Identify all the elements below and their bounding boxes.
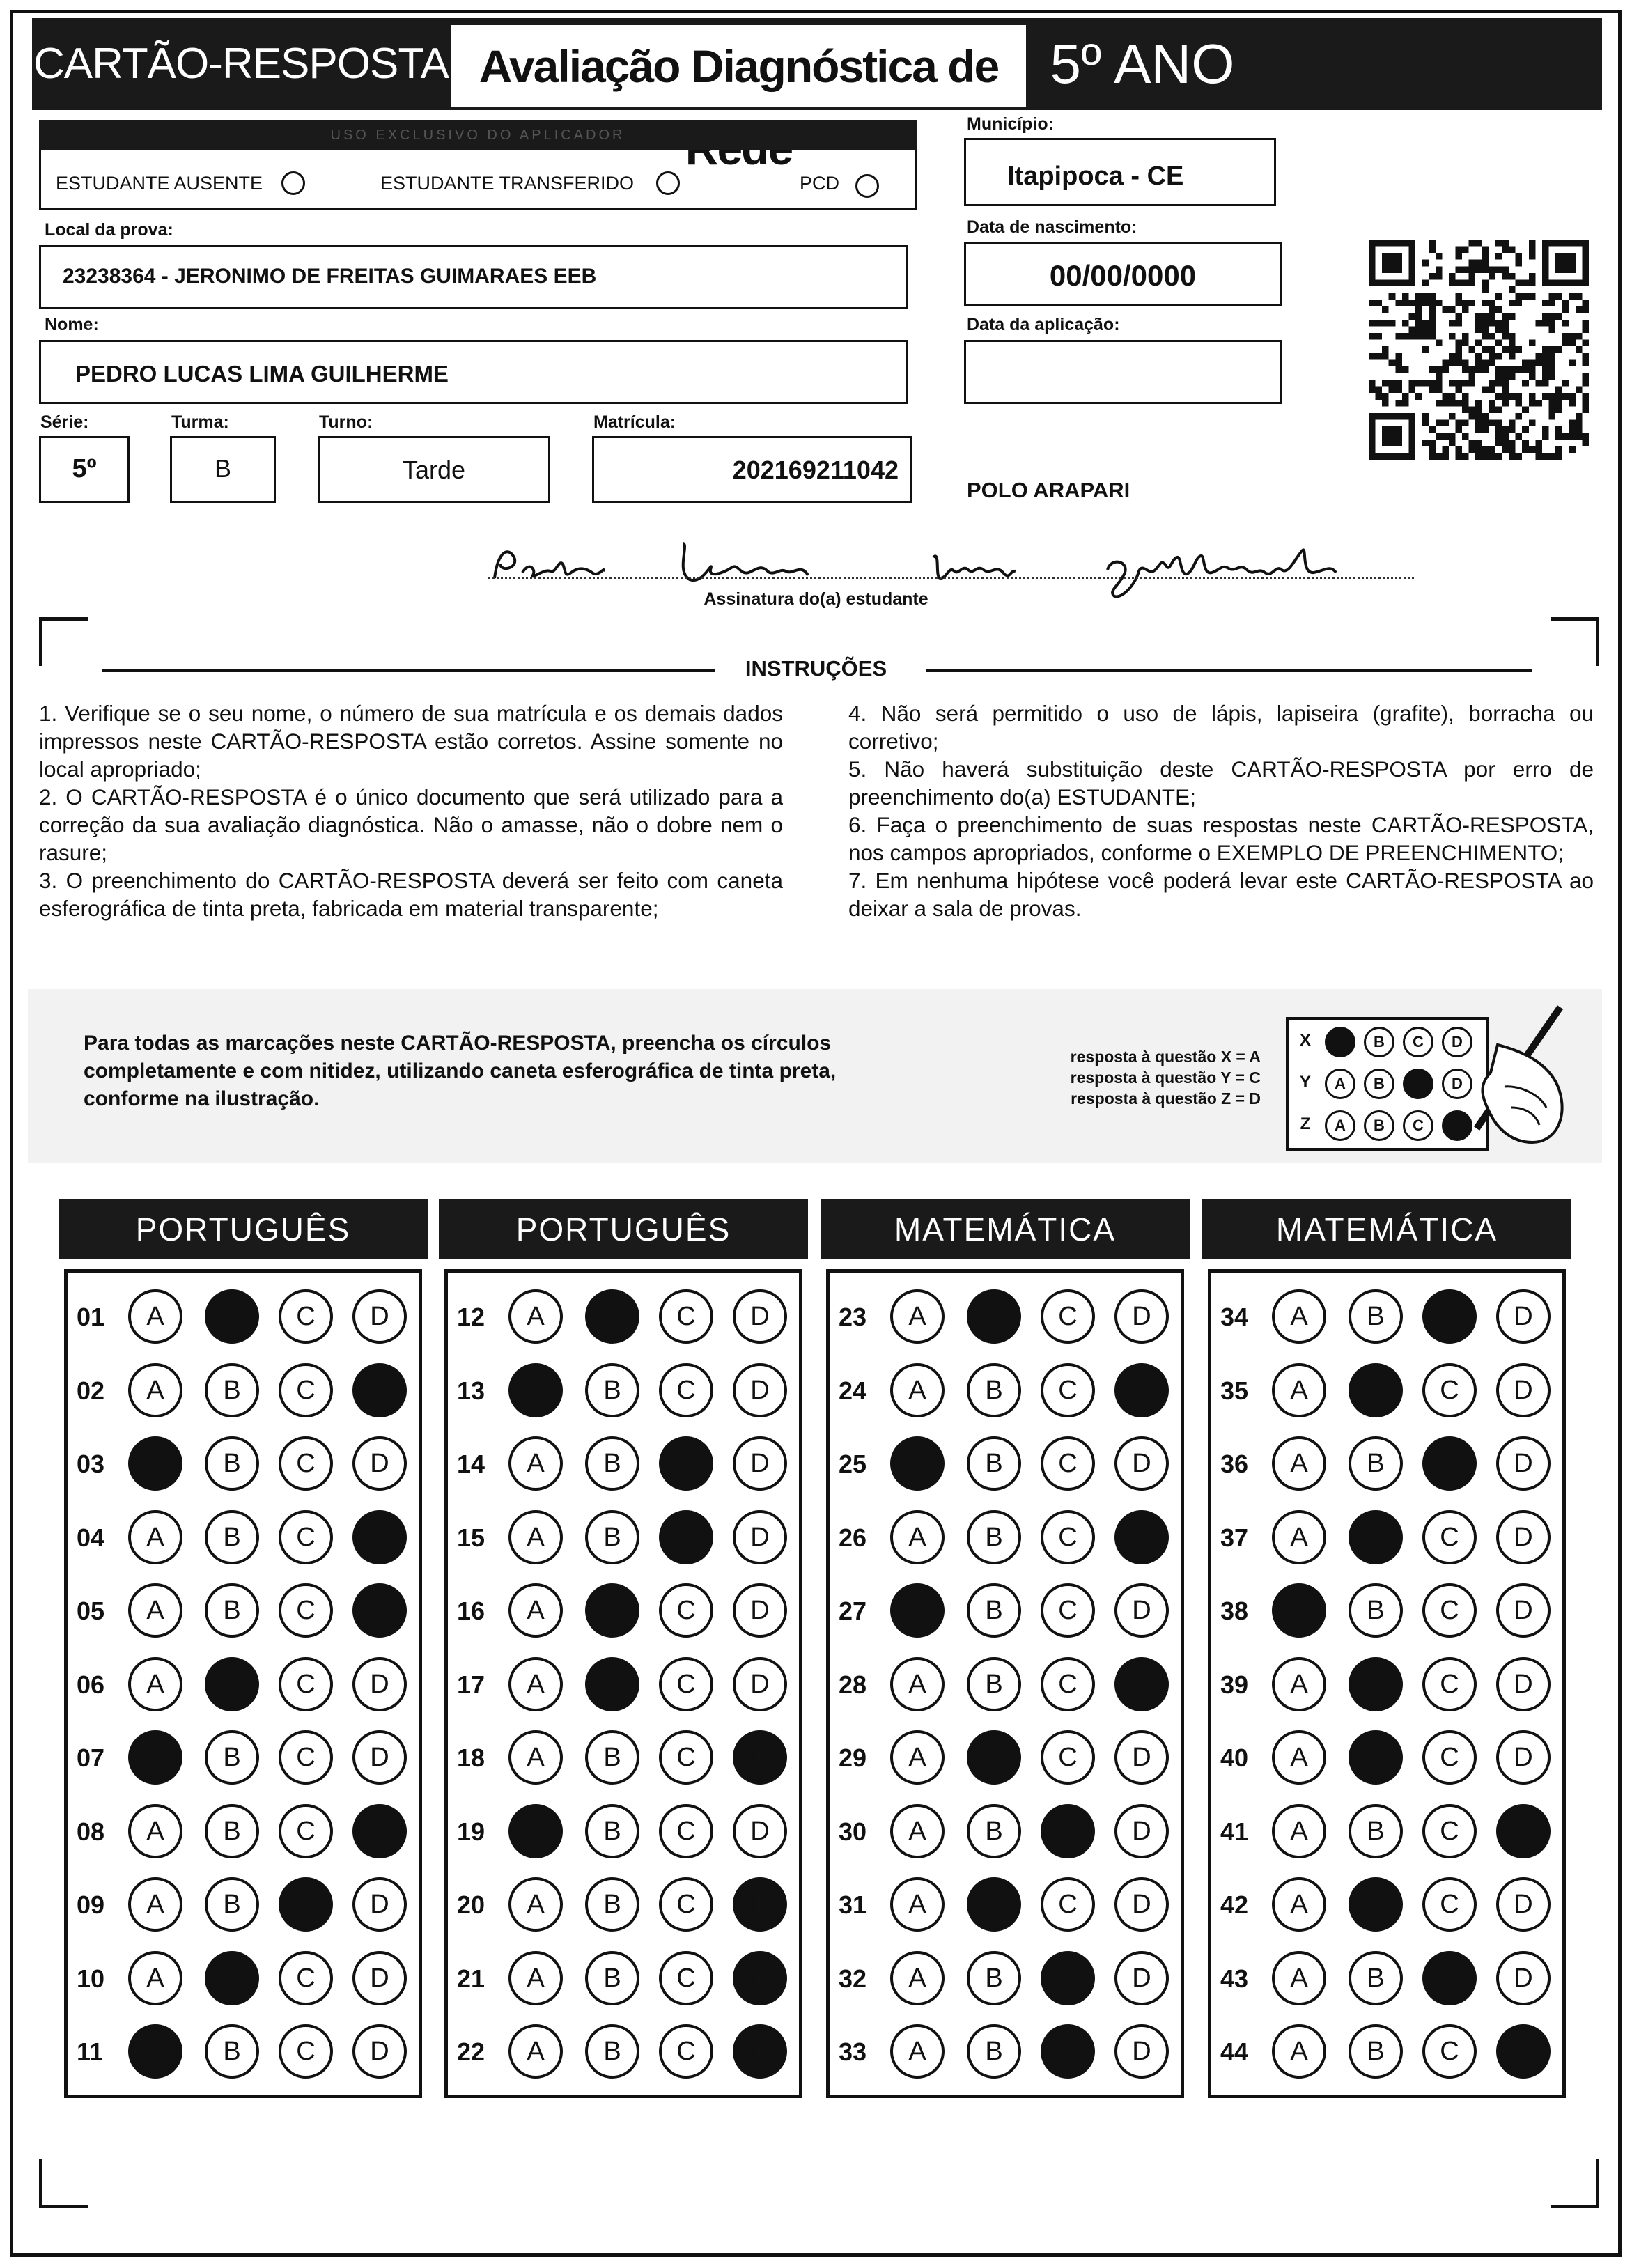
answer-bubble-d[interactable]: D: [1114, 1363, 1169, 1418]
answer-bubble-a[interactable]: A: [508, 1510, 563, 1564]
serie-label: Série:: [40, 412, 89, 432]
answer-bubble-d[interactable]: D: [1496, 1657, 1551, 1711]
answer-bubble-b[interactable]: B: [967, 1289, 1021, 1344]
example-answer-z: resposta à questão Z = D: [1071, 1089, 1261, 1108]
answer-bubble-a[interactable]: A: [508, 1804, 563, 1858]
question-number: 37: [1220, 1523, 1249, 1552]
answer-bubble-d[interactable]: D: [1496, 1804, 1551, 1858]
question-number: 16: [457, 1597, 485, 1625]
answer-bubble-a[interactable]: A: [508, 1877, 563, 1932]
answer-bubble-a[interactable]: A: [890, 1289, 945, 1344]
answer-bubble-d[interactable]: D: [352, 1657, 407, 1711]
answer-bubble-b[interactable]: B: [205, 1583, 259, 1638]
column-header: PORTUGUÊS: [59, 1199, 428, 1259]
answer-bubble-d[interactable]: D: [352, 1289, 407, 1344]
answer-bubble-c[interactable]: C: [1422, 1363, 1477, 1418]
answer-bubble-a[interactable]: A: [128, 1510, 182, 1564]
answer-bubble-d[interactable]: D: [1114, 1510, 1169, 1564]
answer-bubble-b[interactable]: B: [585, 1951, 639, 2005]
question-number: 15: [457, 1523, 485, 1552]
answer-bubble-c[interactable]: C: [279, 1583, 333, 1638]
answer-bubble-c[interactable]: C: [1041, 1363, 1095, 1418]
answer-bubble-b[interactable]: B: [967, 1804, 1021, 1858]
answer-bubble-b[interactable]: B: [1349, 1583, 1403, 1638]
answer-bubble-d[interactable]: D: [733, 1363, 787, 1418]
answer-bubble-a[interactable]: A: [508, 1363, 563, 1418]
pcd-label: PCD: [800, 173, 840, 194]
pcd-checkbox[interactable]: [855, 174, 879, 198]
question-number: 02: [77, 1376, 105, 1405]
answer-bubble-c[interactable]: C: [1041, 1951, 1095, 2005]
answer-bubble-d[interactable]: D: [1496, 1877, 1551, 1932]
example-bubble-c: C: [1403, 1069, 1433, 1099]
answer-bubble-d[interactable]: D: [1496, 1730, 1551, 1785]
answer-bubble-d[interactable]: D: [352, 1583, 407, 1638]
signature-caption: Assinatura do(a) estudante: [704, 589, 928, 609]
answer-bubble-b[interactable]: B: [967, 2024, 1021, 2079]
answer-bubble-d[interactable]: D: [352, 1804, 407, 1858]
answer-bubble-c[interactable]: C: [279, 1436, 333, 1491]
question-number: 26: [839, 1523, 867, 1552]
answer-bubble-c[interactable]: C: [659, 1877, 713, 1932]
example-bubble-d: D: [1442, 1110, 1472, 1141]
answer-bubble-d[interactable]: D: [1496, 2024, 1551, 2079]
example-bubble-c: C: [1403, 1027, 1433, 1057]
example-bubble-b: B: [1364, 1069, 1394, 1099]
municipio-value: Itapipoca - CE: [1007, 162, 1184, 191]
answer-bubble-a[interactable]: A: [128, 1363, 182, 1418]
answer-bubble-a[interactable]: A: [890, 1510, 945, 1564]
answer-bubble-a[interactable]: A: [128, 1730, 182, 1785]
answer-bubble-d[interactable]: D: [733, 1510, 787, 1564]
answer-bubble-c[interactable]: C: [279, 1951, 333, 2005]
answer-bubble-c[interactable]: C: [659, 1583, 713, 1638]
answer-bubble-c[interactable]: C: [1422, 1804, 1477, 1858]
question-number: 04: [77, 1523, 105, 1552]
answer-bubble-b[interactable]: B: [585, 1730, 639, 1785]
answer-bubble-a[interactable]: A: [1272, 1657, 1326, 1711]
answer-bubble-a[interactable]: A: [890, 1951, 945, 2005]
instructions-right: [848, 699, 1594, 922]
answer-bubble-c[interactable]: C: [659, 1436, 713, 1491]
question-number: 13: [457, 1376, 485, 1405]
answer-bubble-a[interactable]: A: [890, 1730, 945, 1785]
answer-bubble-b[interactable]: B: [205, 1363, 259, 1418]
answer-bubble-c[interactable]: C: [659, 1363, 713, 1418]
answer-bubble-d[interactable]: D: [1496, 1436, 1551, 1491]
question-number: 09: [77, 1890, 105, 1919]
answer-bubble-c[interactable]: C: [279, 1363, 333, 1418]
question-number: 19: [457, 1817, 485, 1846]
answer-bubble-b[interactable]: B: [585, 1583, 639, 1638]
answer-bubble-d[interactable]: D: [1114, 1583, 1169, 1638]
answer-bubble-d[interactable]: D: [733, 1583, 787, 1638]
answer-bubble-c[interactable]: C: [1422, 1510, 1477, 1564]
question-number: 17: [457, 1670, 485, 1699]
answer-bubble-b[interactable]: B: [1349, 1804, 1403, 1858]
answer-bubble-c[interactable]: C: [1041, 1657, 1095, 1711]
answer-bubble-d[interactable]: D: [733, 1657, 787, 1711]
answer-bubble-b[interactable]: B: [967, 1583, 1021, 1638]
answer-bubble-c[interactable]: C: [1041, 1289, 1095, 1344]
nome-value: PEDRO LUCAS LIMA GUILHERME: [75, 361, 449, 387]
nascimento-value: 00/00/0000: [1049, 259, 1197, 292]
answer-bubble-a[interactable]: A: [1272, 1804, 1326, 1858]
answer-bubble-d[interactable]: D: [352, 1510, 407, 1564]
answer-bubble-b[interactable]: B: [205, 1951, 259, 2005]
answer-bubble-b[interactable]: B: [967, 1657, 1021, 1711]
answer-bubble-a[interactable]: A: [1272, 1730, 1326, 1785]
question-number: 34: [1220, 1303, 1249, 1331]
nome-label: Nome:: [45, 315, 99, 334]
turno-label: Turno:: [319, 412, 373, 432]
answer-bubble-a[interactable]: A: [890, 1583, 945, 1638]
answer-bubble-d[interactable]: D: [1114, 1436, 1169, 1491]
answer-bubble-c[interactable]: C: [279, 1510, 333, 1564]
answer-bubble-c[interactable]: C: [1041, 1436, 1095, 1491]
question-number: 08: [77, 1817, 105, 1846]
question-number: 36: [1220, 1450, 1249, 1478]
example-bubble-b: B: [1364, 1027, 1394, 1057]
answer-bubble-c[interactable]: C: [659, 1657, 713, 1711]
answer-bubble-b[interactable]: B: [1349, 1951, 1403, 2005]
answer-bubble-a[interactable]: A: [1272, 1951, 1326, 2005]
answer-bubble-d[interactable]: D: [352, 1730, 407, 1785]
answer-bubble-a[interactable]: A: [508, 1436, 563, 1491]
matricula-label: Matrícula:: [593, 412, 676, 432]
answer-bubble-c[interactable]: C: [1422, 1657, 1477, 1711]
answer-bubble-d[interactable]: D: [1114, 2024, 1169, 2079]
answer-bubble-b[interactable]: B: [967, 1951, 1021, 2005]
answer-bubble-d[interactable]: D: [1114, 1657, 1169, 1711]
question-number: 32: [839, 1964, 867, 1993]
answer-bubble-a[interactable]: A: [128, 1436, 182, 1491]
question-number: 39: [1220, 1670, 1249, 1699]
answer-bubble-b[interactable]: B: [205, 1804, 259, 1858]
example-row-label: X: [1299, 1031, 1311, 1050]
answer-bubble-b[interactable]: B: [205, 1877, 259, 1932]
answer-bubble-a[interactable]: A: [128, 2024, 182, 2079]
answer-bubble-a[interactable]: A: [1272, 1436, 1326, 1491]
answer-bubble-b[interactable]: B: [1349, 1730, 1403, 1785]
qr-code: [1368, 240, 1590, 460]
instruction-1: 1. Verifique se o seu nome, o número de sua matrícula e os demais dados impressos neste CARTÃO-RESPOSTA estão corretos. Assine somente no local apropriado;: [39, 701, 783, 782]
answer-bubble-b[interactable]: B: [205, 2024, 259, 2079]
answer-bubble-a[interactable]: A: [128, 1289, 182, 1344]
question-number: 38: [1220, 1597, 1249, 1625]
answer-bubble-a[interactable]: A: [890, 1877, 945, 1932]
example-answer-x: resposta à questão X = A: [1070, 1048, 1261, 1066]
example-answer-y: resposta à questão Y = C: [1070, 1069, 1261, 1087]
answer-bubble-a[interactable]: A: [508, 1730, 563, 1785]
answer-bubble-c[interactable]: C: [279, 1657, 333, 1711]
aplicacao-box: [964, 340, 1282, 404]
question-number: 42: [1220, 1890, 1249, 1919]
local-label: Local da prova:: [45, 220, 173, 240]
answer-bubble-c[interactable]: C: [659, 1510, 713, 1564]
question-number: 05: [77, 1597, 105, 1625]
column-header: PORTUGUÊS: [439, 1199, 808, 1259]
example-answers: [989, 1046, 1261, 1109]
question-number: 12: [457, 1303, 485, 1331]
question-number: 01: [77, 1303, 105, 1331]
answer-bubble-b[interactable]: B: [1349, 1510, 1403, 1564]
answer-bubble-b[interactable]: B: [205, 1657, 259, 1711]
grade-label: 5º ANO: [1050, 33, 1235, 95]
instruction-5: 5. Não haverá substituição deste CARTÃO-RESPOSTA por erro de preenchimento do(a) ESTUDANTE;: [848, 756, 1594, 809]
answer-bubble-d[interactable]: D: [352, 1363, 407, 1418]
serie-value: 5º: [72, 454, 97, 483]
answer-bubble-a[interactable]: A: [508, 1583, 563, 1638]
exam-name: Avaliação Diagnóstica de: [451, 25, 1026, 107]
example-bubble-a: A: [1325, 1069, 1355, 1099]
answer-bubble-c[interactable]: C: [279, 1877, 333, 1932]
answer-bubble-a[interactable]: A: [128, 1657, 182, 1711]
question-number: 41: [1220, 1817, 1249, 1846]
answer-bubble-b[interactable]: B: [585, 1657, 639, 1711]
answer-bubble-c[interactable]: C: [279, 1289, 333, 1344]
example-bubble-a: A: [1325, 1027, 1355, 1057]
applicator-bar: USO EXCLUSIVO DO APLICADOR: [39, 120, 917, 150]
absent-label: ESTUDANTE AUSENTE: [56, 173, 263, 194]
transferred-checkbox[interactable]: [656, 171, 680, 195]
question-number: 25: [839, 1450, 867, 1478]
answer-bubble-c[interactable]: C: [1422, 2024, 1477, 2079]
answer-bubble-c[interactable]: C: [279, 2024, 333, 2079]
question-number: 40: [1220, 1743, 1249, 1772]
question-number: 35: [1220, 1376, 1249, 1405]
answer-bubble-b[interactable]: B: [585, 1289, 639, 1344]
answer-bubble-c[interactable]: C: [659, 1289, 713, 1344]
polo-text: POLO ARAPARI: [967, 478, 1130, 502]
answer-bubble-d[interactable]: D: [1496, 1510, 1551, 1564]
municipio-label: Município:: [967, 114, 1054, 134]
answer-bubble-b[interactable]: B: [1349, 1657, 1403, 1711]
answer-bubble-d[interactable]: D: [733, 2024, 787, 2079]
answer-bubble-b[interactable]: B: [1349, 1877, 1403, 1932]
corner-mark-br: [1551, 2159, 1599, 2208]
question-number: 07: [77, 1743, 105, 1772]
answer-bubble-d[interactable]: D: [733, 1804, 787, 1858]
corner-mark-bl: [39, 2159, 88, 2208]
answer-bubble-d[interactable]: D: [1496, 1583, 1551, 1638]
answer-bubble-b[interactable]: B: [205, 1436, 259, 1491]
example-bubble-c: C: [1403, 1110, 1433, 1141]
answer-bubble-c[interactable]: C: [1041, 1877, 1095, 1932]
answer-bubble-a[interactable]: A: [1272, 1510, 1326, 1564]
question-number: 11: [77, 2037, 104, 2066]
answer-bubble-a[interactable]: A: [508, 1951, 563, 2005]
answer-bubble-d[interactable]: D: [352, 1877, 407, 1932]
answer-bubble-a[interactable]: A: [508, 2024, 563, 2079]
answer-bubble-c[interactable]: C: [1041, 2024, 1095, 2079]
answer-bubble-b[interactable]: B: [205, 1730, 259, 1785]
answer-bubble-a[interactable]: A: [128, 1877, 182, 1932]
answer-bubble-a[interactable]: A: [890, 1363, 945, 1418]
answer-bubble-a[interactable]: A: [508, 1657, 563, 1711]
question-number: 30: [839, 1817, 867, 1846]
hand-pen-illustration: [1449, 1003, 1588, 1156]
answer-bubble-a[interactable]: A: [508, 1289, 563, 1344]
answer-bubble-c[interactable]: C: [1422, 1289, 1477, 1344]
answer-bubble-c[interactable]: C: [1041, 1510, 1095, 1564]
answer-bubble-b[interactable]: B: [205, 1510, 259, 1564]
answer-bubble-b[interactable]: B: [1349, 1363, 1403, 1418]
answer-bubble-c[interactable]: C: [1422, 1730, 1477, 1785]
instruction-7: 7. Em nenhuma hipótese você poderá levar este CARTÃO-RESPOSTA ao deixar a sala de provas.: [848, 868, 1594, 921]
aplicacao-label: Data da aplicação:: [967, 315, 1120, 334]
answer-bubble-b[interactable]: B: [205, 1289, 259, 1344]
answer-bubble-d[interactable]: D: [733, 1730, 787, 1785]
answer-bubble-d[interactable]: D: [1114, 1951, 1169, 2005]
question-number: 23: [839, 1303, 867, 1331]
answer-bubble-d[interactable]: D: [352, 1436, 407, 1491]
answer-bubble-a[interactable]: A: [1272, 2024, 1326, 2079]
answer-bubble-d[interactable]: D: [733, 1289, 787, 1344]
answer-bubble-a[interactable]: A: [1272, 1363, 1326, 1418]
answer-bubble-d[interactable]: D: [1114, 1289, 1169, 1344]
example-row-label: Y: [1299, 1073, 1311, 1092]
transferred-label: ESTUDANTE TRANSFERIDO: [380, 173, 635, 194]
answer-bubble-c[interactable]: C: [1422, 1951, 1477, 2005]
question-number: 10: [77, 1964, 105, 1993]
signature-line: [488, 577, 1414, 579]
column-header: MATEMÁTICA: [821, 1199, 1190, 1259]
example-bubble-b: B: [1364, 1110, 1394, 1141]
column-header: MATEMÁTICA: [1202, 1199, 1571, 1259]
example-bubble-d: D: [1442, 1069, 1472, 1099]
instruction-4: 4. Não será permitido o uso de lápis, lapiseira (grafite), borracha ou corretivo;: [848, 701, 1594, 754]
answer-bubble-a[interactable]: A: [1272, 1289, 1326, 1344]
question-number: 29: [839, 1743, 867, 1772]
turma-label: Turma:: [171, 412, 229, 432]
answer-bubble-d[interactable]: D: [352, 1951, 407, 2005]
turma-value: B: [214, 454, 231, 483]
answer-bubble-c[interactable]: C: [1422, 1583, 1477, 1638]
nascimento-label: Data de nascimento:: [967, 217, 1137, 237]
answer-bubble-b[interactable]: B: [585, 1363, 639, 1418]
answer-bubble-d[interactable]: D: [733, 1436, 787, 1491]
answer-bubble-a[interactable]: A: [128, 1583, 182, 1638]
answer-bubble-c[interactable]: C: [659, 1951, 713, 2005]
question-number: 43: [1220, 1964, 1249, 1993]
answer-bubble-c[interactable]: C: [1041, 1583, 1095, 1638]
example-text: Para todas as marcações neste CARTÃO-RESPOSTA, preencha os círculos completamente e com nitidez, utilizando caneta esferográfica de tinta preta, conforme na ilustração.: [84, 1032, 837, 1110]
question-number: 21: [457, 1964, 485, 1993]
turno-value: Tarde: [402, 456, 466, 484]
answer-bubble-d[interactable]: D: [1114, 1730, 1169, 1785]
answer-bubble-c[interactable]: C: [1041, 1804, 1095, 1858]
answer-bubble-a[interactable]: A: [890, 1436, 945, 1491]
local-value: 23238364 - JERONIMO DE FREITAS GUIMARAES EEB: [63, 265, 597, 288]
question-number: 28: [839, 1670, 867, 1699]
answer-bubble-a[interactable]: A: [1272, 1877, 1326, 1932]
instructions-left: [39, 699, 783, 922]
answer-bubble-c[interactable]: C: [659, 2024, 713, 2079]
answer-bubble-d[interactable]: D: [733, 1877, 787, 1932]
answer-bubble-b[interactable]: B: [1349, 2024, 1403, 2079]
card-title: CARTÃO-RESPOSTA: [33, 40, 449, 88]
answer-bubble-b[interactable]: B: [967, 1510, 1021, 1564]
question-number: 03: [77, 1450, 105, 1478]
answer-bubble-b[interactable]: B: [967, 1363, 1021, 1418]
answer-bubble-b[interactable]: B: [585, 1436, 639, 1491]
question-number: 33: [839, 2037, 867, 2066]
matricula-value: 202169211042: [732, 456, 899, 484]
question-number: 44: [1220, 2037, 1249, 2066]
answer-bubble-b[interactable]: B: [967, 1436, 1021, 1491]
example-bubble-d: D: [1442, 1027, 1472, 1057]
question-number: 24: [839, 1376, 867, 1405]
answer-bubble-d[interactable]: D: [352, 2024, 407, 2079]
question-number: 31: [839, 1890, 867, 1919]
answer-bubble-a[interactable]: A: [128, 1804, 182, 1858]
answer-bubble-b[interactable]: B: [585, 1877, 639, 1932]
instruction-6: 6. Faça o preenchimento de suas respostas neste CARTÃO-RESPOSTA, nos campos apropriados, conforme o EXEMPLO DE PREENCHIMENTO;: [848, 812, 1594, 865]
answer-bubble-b[interactable]: B: [1349, 1436, 1403, 1491]
instruction-2: 2. O CARTÃO-RESPOSTA é o único documento que será utilizado para a correção da sua avaliação diagnóstica. Não o amasse, não o dobre nem o rasure;: [39, 784, 783, 865]
answer-bubble-d[interactable]: D: [1496, 1289, 1551, 1344]
answer-bubble-b[interactable]: B: [967, 1877, 1021, 1932]
answer-bubble-c[interactable]: C: [1041, 1730, 1095, 1785]
answer-bubble-d[interactable]: D: [1114, 1804, 1169, 1858]
absent-checkbox[interactable]: [281, 171, 305, 195]
answer-bubble-a[interactable]: A: [1272, 1583, 1326, 1638]
answer-bubble-a[interactable]: A: [890, 1657, 945, 1711]
example-row-label: Z: [1300, 1114, 1311, 1133]
answer-bubble-a[interactable]: A: [890, 2024, 945, 2079]
answer-bubble-c[interactable]: C: [1422, 1436, 1477, 1491]
instruction-3: 3. O preenchimento do CARTÃO-RESPOSTA deverá ser feito com caneta esferográfica de tinta preta, fabricada em material transparente;: [39, 868, 783, 921]
question-number: 27: [839, 1597, 867, 1625]
answer-bubble-d[interactable]: D: [1496, 1363, 1551, 1418]
question-number: 20: [457, 1890, 485, 1919]
answer-bubble-d[interactable]: D: [733, 1951, 787, 2005]
answer-bubble-b[interactable]: B: [585, 1510, 639, 1564]
answer-bubble-c[interactable]: C: [279, 1730, 333, 1785]
answer-bubble-b[interactable]: B: [585, 1804, 639, 1858]
question-number: 22: [457, 2037, 485, 2066]
answer-bubble-b[interactable]: B: [1349, 1289, 1403, 1344]
example-bubble-a: A: [1325, 1110, 1355, 1141]
answer-bubble-a[interactable]: A: [128, 1951, 182, 2005]
answer-bubble-c[interactable]: C: [659, 1730, 713, 1785]
instructions-title: INSTRUÇÕES: [745, 656, 887, 681]
question-number: 06: [77, 1670, 105, 1699]
answer-bubble-d[interactable]: D: [1114, 1877, 1169, 1932]
answer-bubble-c[interactable]: C: [1422, 1877, 1477, 1932]
answer-bubble-d[interactable]: D: [1496, 1951, 1551, 2005]
question-number: 18: [457, 1743, 485, 1772]
question-number: 14: [457, 1450, 485, 1478]
answer-bubble-a[interactable]: A: [890, 1804, 945, 1858]
answer-bubble-c[interactable]: C: [279, 1804, 333, 1858]
answer-bubble-b[interactable]: B: [967, 1730, 1021, 1785]
answer-bubble-b[interactable]: B: [585, 2024, 639, 2079]
answer-bubble-c[interactable]: C: [659, 1804, 713, 1858]
